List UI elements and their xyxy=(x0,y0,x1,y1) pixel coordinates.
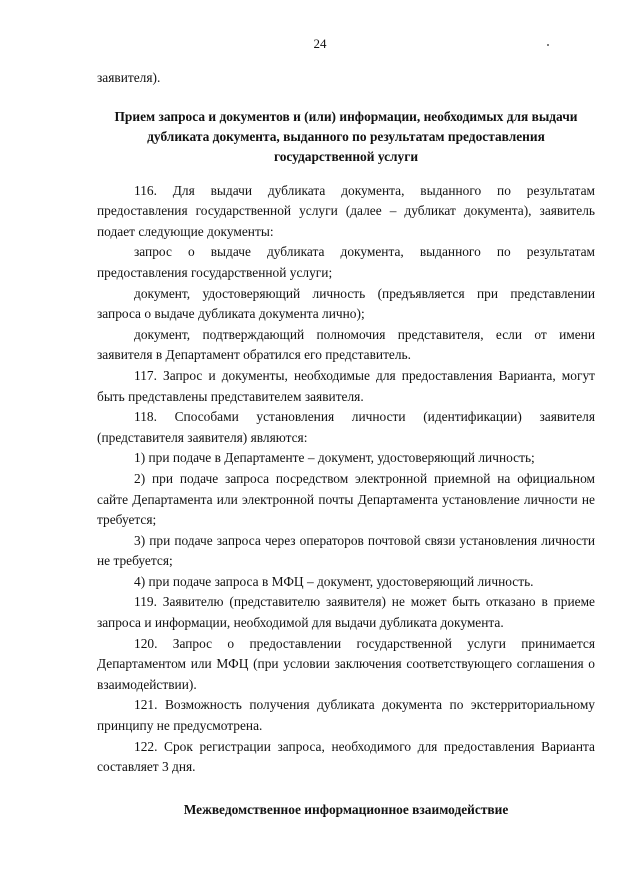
section-heading-interagency: Межведомственное информационное взаимодействие xyxy=(183,801,509,817)
list-item-118-1: 1) при подаче в Департаменте – документ, удостоверяющий личность; xyxy=(134,450,535,466)
scan-dot xyxy=(547,44,549,46)
section-heading-duplicate: Прием запроса и документов и (или) информации, необходимых для выдачи дубликата документа, выданного по результатам предоставления государственной услуги xyxy=(114,108,578,164)
paragraph-121: 121. Возможность получения дубликата документа по экстерриториальному принципу не предусмотрена. xyxy=(97,697,595,734)
paragraph-118: 118. Способами установления личности (идентификации) заявителя (представителя заявителя) являются: xyxy=(97,409,595,445)
paragraph-117: 117. Запрос и документы, необходимые для предоставления Варианта, могут быть представлены представителем заявителя. xyxy=(97,367,595,404)
page-number: 24 xyxy=(313,36,327,51)
continuation-text: заявителя). xyxy=(97,70,161,85)
page-content xyxy=(97,68,595,820)
paragraph-116: 116. Для выдачи дубликата документа, выданного по результатам предоставления государственной услуги (далее – дубликат документа), заявитель подает следующие документы: xyxy=(97,182,595,239)
paragraph-120: 120. Запрос о предоставлении государственной услуги принимается Департаментом или МФЦ (при условии заключения соответствующего соглашения о взаимодействии). xyxy=(97,635,595,692)
list-item-118-4: 4) при подаче запроса в МФЦ – документ, удостоверяющий личность. xyxy=(134,573,534,589)
list-item-identity-document: документ, удостоверяющий личность (предъявляется при представлении запроса о выдаче дубликата документа лично); xyxy=(97,285,595,322)
list-item-118-3: 3) при подаче запроса через операторов почтовой связи установления личности не требуется; xyxy=(97,532,595,569)
list-item-request: запрос о выдаче дубликата документа, выданного по результатам предоставления государственной услуги; xyxy=(97,244,595,280)
paragraph-122: 122. Срок регистрации запроса, необходимого для предоставления Варианта составляет 3 дня. xyxy=(97,738,595,775)
list-item-authority-document: документ, подтверждающий полномочия представителя, если от имени заявителя в Департамент обратился его представитель. xyxy=(97,326,595,363)
paragraph-119: 119. Заявителю (представителю заявителя) не может быть отказано в приеме запроса и информации, необходимой для выдачи дубликата документа. xyxy=(97,594,595,631)
list-item-118-2: 2) при подаче запроса посредством электронной приемной на официальном сайте Департамента или электронной почты Департамента установление личности не требуется; xyxy=(97,470,595,528)
